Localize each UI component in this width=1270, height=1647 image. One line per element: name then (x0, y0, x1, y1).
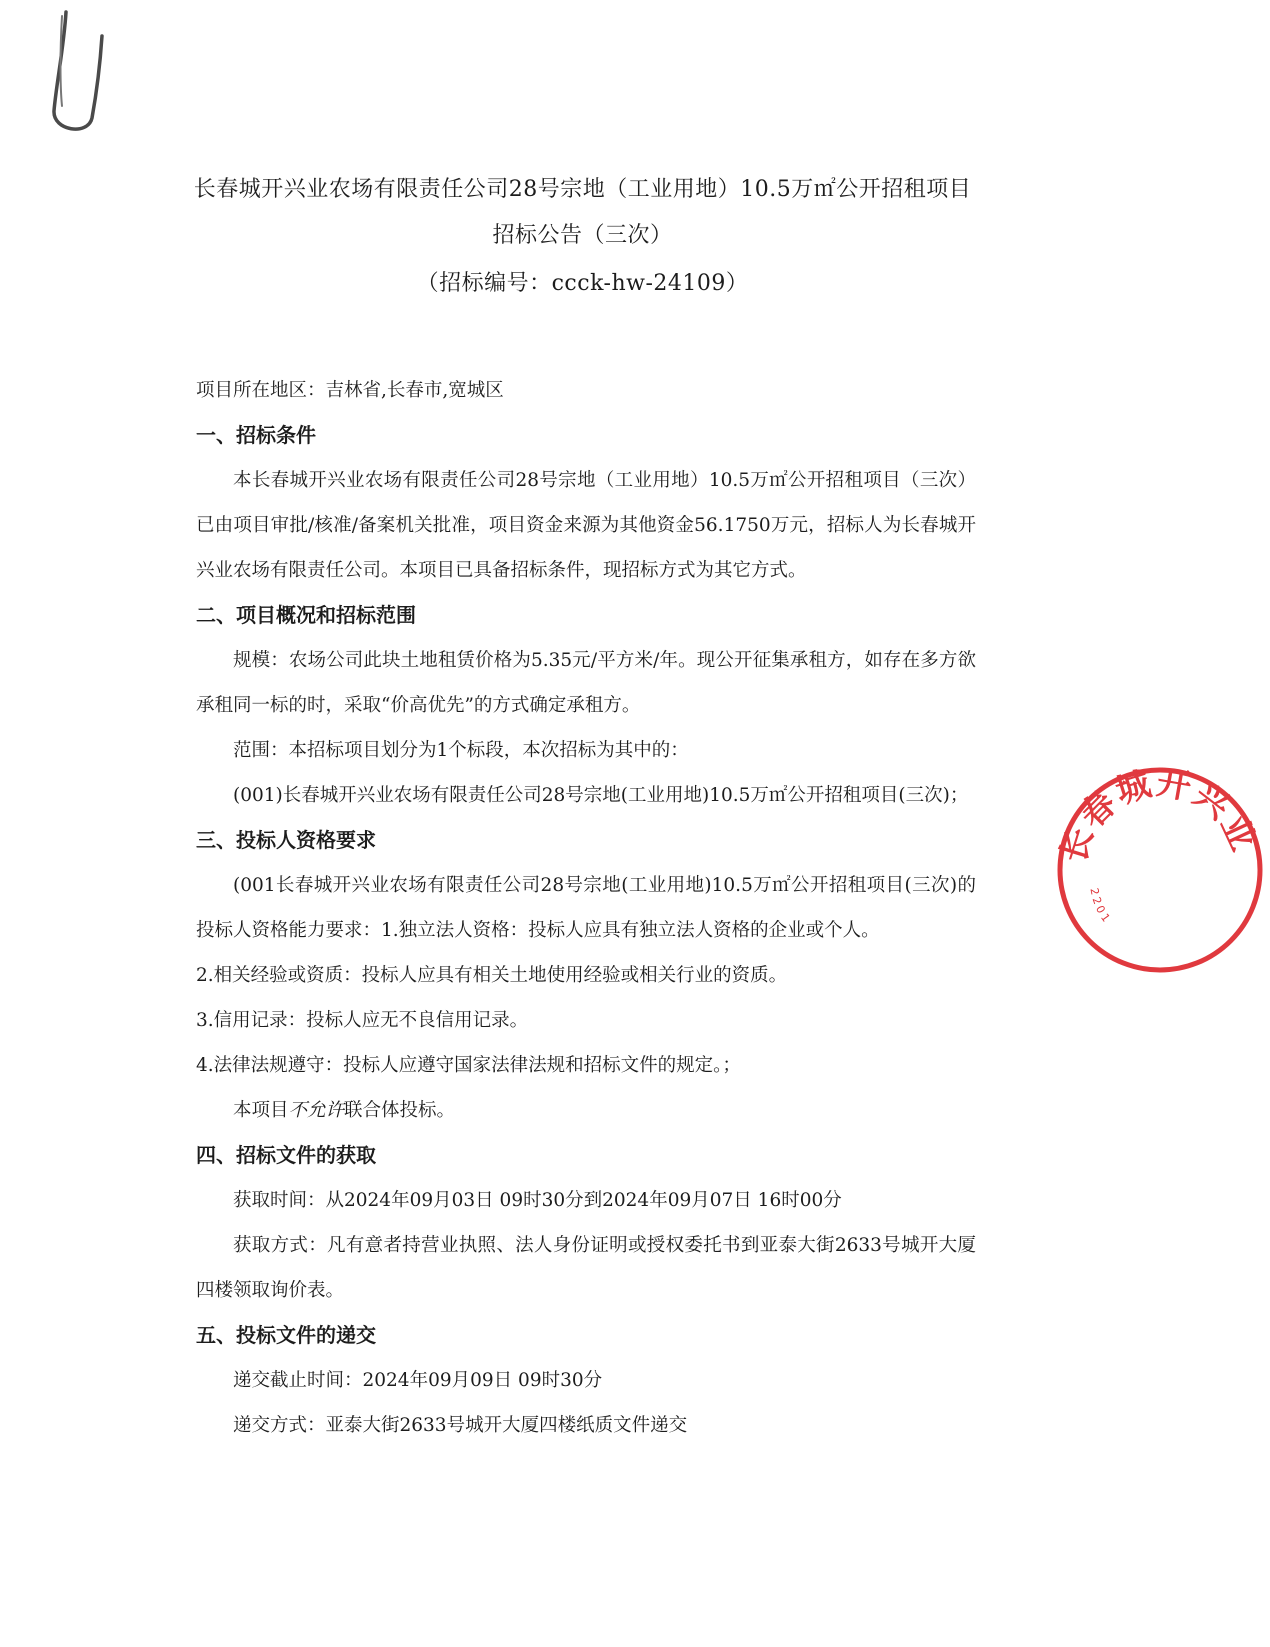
consortium-emphasis: 不允许 (288, 1100, 345, 1121)
qualification-item-4: 4.法律法规遵守：投标人应遵守国家法律法规和招标文件的规定。； (196, 1055, 741, 1076)
qualification-paragraph: (001长春城开兴业农场有限责任公司28号宗地(工业用地)10.5万㎡公开招租项目(三次)的投标人资格能力要求：1.独立法人资格：投标人应具有独立法人资格的企业或个人。 (196, 875, 976, 941)
title-line-1: 长春城开兴业农场有限责任公司28号宗地（工业用地）10.5万㎡公开招租项目 (193, 177, 972, 202)
tender-number: （招标编号：ccck-hw-24109） (416, 271, 749, 296)
qualification-item-3: 3.信用记录：投标人应无不良信用记录。 (196, 1010, 529, 1031)
document-body (196, 368, 976, 1448)
obtain-time: 获取时间：从2024年09月03日 09时30分到2024年09月07日 16时00分 (233, 1190, 842, 1211)
section-heading-2: 二、项目概况和招标范围 (196, 603, 416, 627)
submission-method: 递交方式：亚泰大街2633号城开大厦四楼纸质文件递交 (233, 1415, 688, 1436)
section-heading-5: 五、投标文件的递交 (196, 1323, 376, 1347)
scope-paragraph: 范围：本招标项目划分为1个标段，本次招标为其中的： (233, 740, 689, 761)
seal-text: 长春城开兴业 (1053, 762, 1264, 868)
section-heading-1: 一、招标条件 (196, 423, 316, 447)
qualification-item-2: 2.相关经验或资质：投标人应具有相关土地使用经验或相关行业的资质。 (196, 965, 788, 986)
submission-deadline: 递交截止时间：2024年09月09日 09时30分 (233, 1370, 603, 1391)
scale-paragraph: 规模：农场公司此块土地租赁价格为5.35元/平方米/年。现公开征集承租方，如存在多方欲承租同一标的时，采取“价高优先”的方式确定承租方。 (196, 650, 976, 716)
section-1-paragraph: 本长春城开兴业农场有限责任公司28号宗地（工业用地）10.5万㎡公开招租项目（三次）已由项目审批/核准/备案机关批准，项目资金来源为其他资金56.1750万元，招标人为长春城开兴业农场有限责任公司。本项目已具备招标条件，现招标方式为其它方式。 (196, 470, 976, 581)
paper-clip-icon (48, 6, 108, 141)
consortium-statement (196, 1088, 976, 1133)
seal-number: 2201 (1087, 886, 1115, 927)
section-heading-3: 三、投标人资格要求 (196, 828, 376, 852)
company-seal-icon (1050, 760, 1270, 980)
section-heading-4: 四、招标文件的获取 (196, 1143, 376, 1167)
lot-paragraph: (001)长春城开兴业农场有限责任公司28号宗地(工业用地)10.5万㎡公开招租项目(三次)； (233, 785, 969, 806)
consortium-prefix: 本项目 (233, 1100, 289, 1121)
consortium-suffix: 联合体投标。 (344, 1100, 456, 1121)
project-region: 项目所在地区：吉林省,长春市,宽城区 (196, 380, 504, 401)
svg-text:长春城开兴业 (1053, 762, 1263, 867)
svg-text:2201 (1087, 887, 1114, 927)
title-line-2: 招标公告（三次） (492, 223, 673, 248)
obtain-method: 获取方式：凡有意者持营业执照、法人身份证明或授权委托书到亚泰大街2633号城开大厦四楼领取询价表。 (196, 1235, 976, 1301)
